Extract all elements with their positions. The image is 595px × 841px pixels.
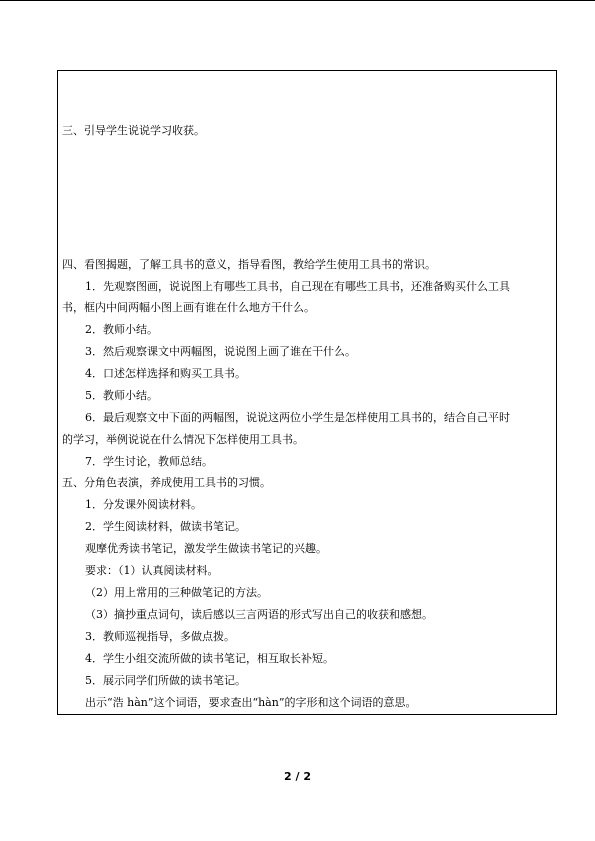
top-rule — [0, 0, 595, 1]
paragraph-line: 1．分发课外阅读材料。 — [85, 498, 202, 511]
section-heading: 五、分角色表演，养成使用工具书的习惯。 — [62, 476, 271, 489]
paragraph-line: 出示“浩 hàn”这个词语，要求查出“hàn”的字形和这个词语的意思。 — [85, 696, 417, 709]
section-heading: 四、看图揭题，了解工具书的意义，指导看图，教给学生使用工具书的常识。 — [62, 258, 436, 271]
paragraph-line: 5．教师小结。 — [85, 389, 158, 402]
paragraph-line: 要求：（1）认真阅读材料。 — [85, 564, 219, 577]
paragraph-line: 4．口述怎样选择和购买工具书。 — [85, 367, 246, 380]
paragraph-line: 3．然后观察课文中两幅图，说说图上画了谁在干什么。 — [85, 345, 356, 358]
paragraph-line: 2．学生阅读材料，做读书笔记。 — [85, 520, 246, 533]
paragraph-line: 7．学生讨论，教师总结。 — [85, 455, 213, 468]
paragraph-line: 观摩优秀读书笔记，激发学生做读书笔记的兴趣。 — [85, 542, 327, 555]
section-heading: 三、引导学生说说学习收获。 — [62, 124, 205, 137]
paragraph-line: 4．学生小组交流所做的读书笔记，相互取长补短。 — [85, 652, 334, 665]
paragraph-line: 3．教师巡视指导，多做点拨。 — [85, 630, 235, 643]
page-number: 2 / 2 — [284, 770, 311, 783]
paragraph-line: 1．先观察图画，说说图上有哪些工具书，自己现在有哪些工具书，还准备购买什么工具 — [85, 280, 510, 293]
paragraph-line: （3）摘抄重点词句，读后感以三言两语的形式写出自己的收获和感想。 — [85, 608, 433, 621]
paragraph-line: 的学习，举例说说在什么情况下怎样使用工具书。 — [62, 433, 304, 446]
paragraph-line: 2．教师小结。 — [85, 323, 158, 336]
paragraph-line: 书，框内中间两幅小图上画有谁在什么地方干什么。 — [62, 301, 315, 314]
paragraph-line: （2）用上常用的三种做笔记的方法。 — [85, 586, 268, 599]
paragraph-line: 6．最后观察文中下面的两幅图，说说这两位小学生是怎样使用工具书的，结合自己平时 — [85, 411, 510, 424]
paragraph-line: 5．展示同学们所做的读书笔记。 — [85, 674, 246, 687]
